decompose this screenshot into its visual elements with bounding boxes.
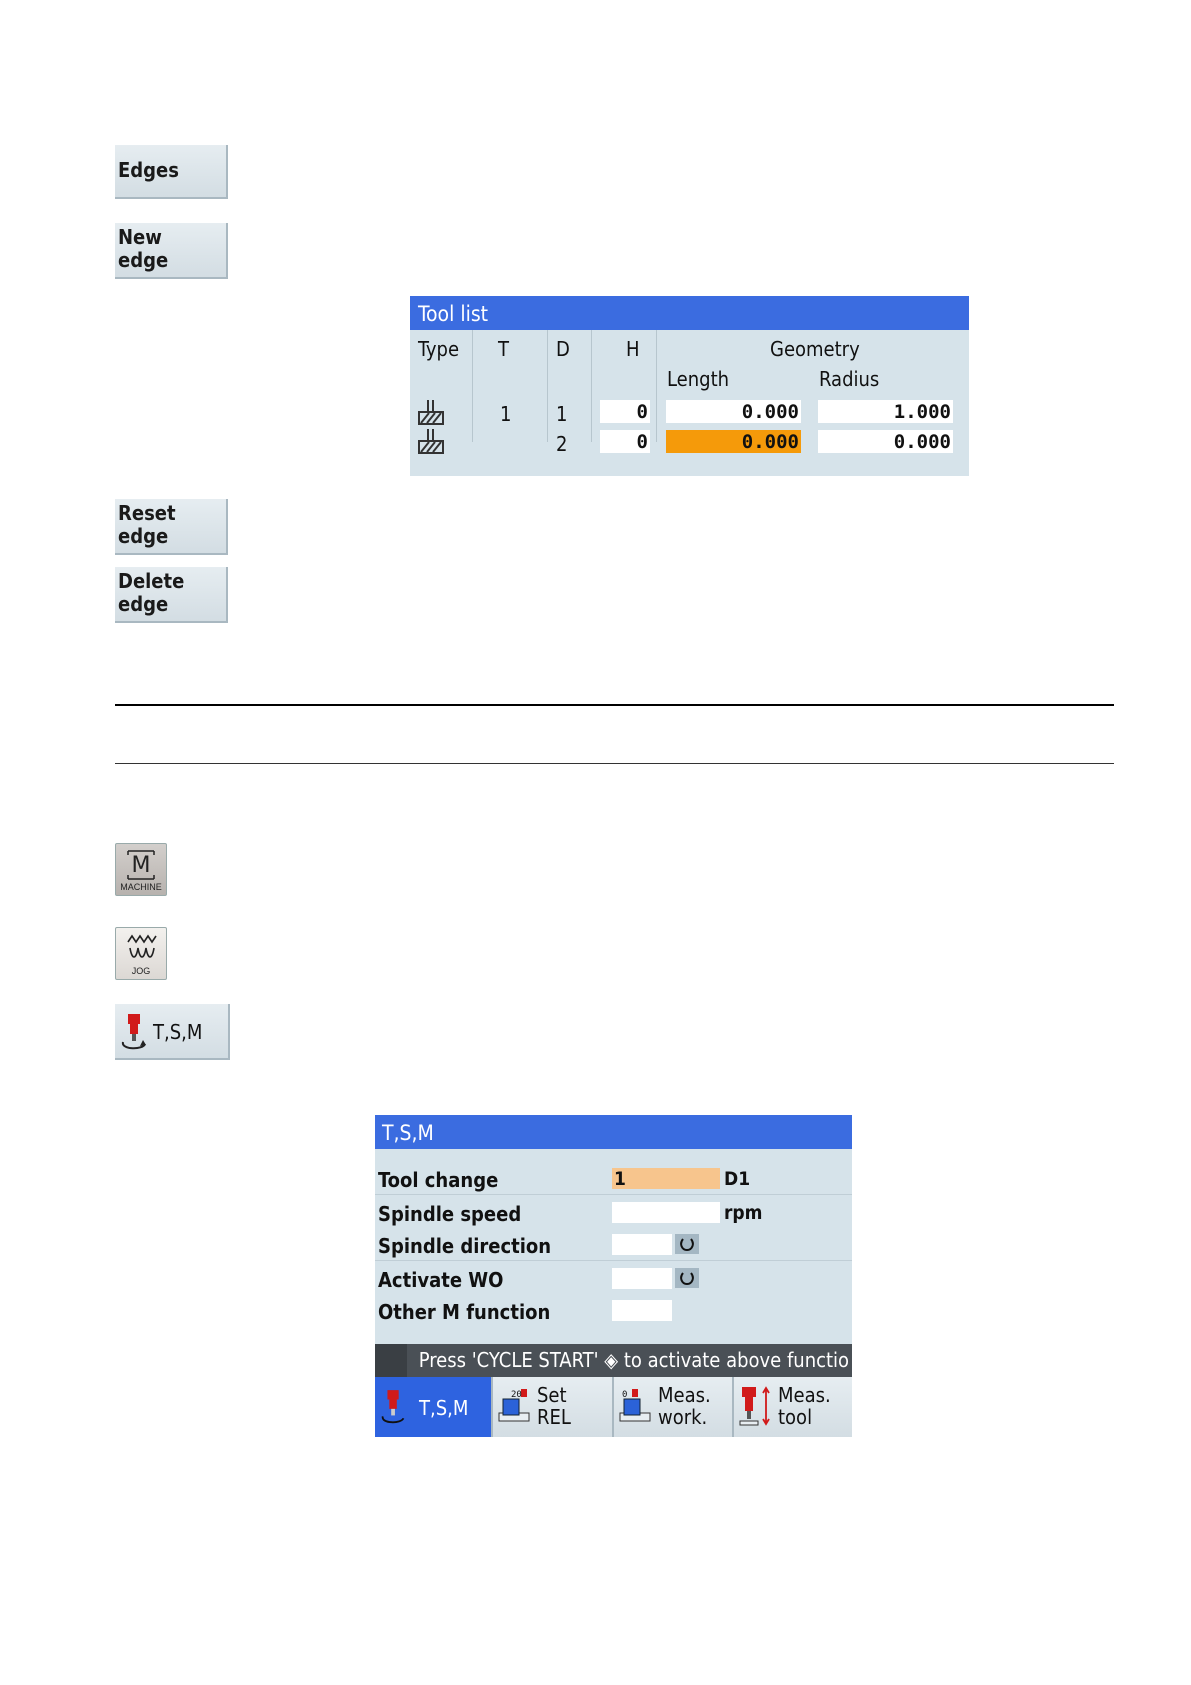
tsm-button[interactable] [115,1004,230,1060]
tsm-window-title: T,S,M [375,1115,852,1149]
delete-edge-label-line1: Delete [118,569,185,593]
radius-header: Radius [819,367,880,391]
divider-line [115,704,1114,706]
spindle-speed-input[interactable] [612,1202,720,1223]
spindle-speed-row [375,1196,852,1229]
table-cell-d: 2 [556,432,568,456]
meas-tool-label-line2: tool [778,1405,813,1429]
length-header: Length [667,367,730,391]
column-divider [591,330,592,442]
status-bar [375,1344,852,1377]
tsm-vertical-softkey[interactable] [375,1377,493,1437]
tool-list-title: Tool list [410,296,969,330]
spindle-direction-row [375,1228,852,1261]
column-divider [472,330,473,442]
spindle-speed-label: Spindle speed [378,1202,522,1226]
activate-wo-row [375,1262,852,1295]
type-header: Type [418,337,460,361]
tool-change-row [375,1162,852,1195]
spindle-speed-unit: rpm [724,1202,763,1224]
machine-key-label: MACHINE [120,882,162,892]
measure-tool-icon [738,1385,774,1429]
spindle-direction-toggle[interactable] [675,1234,699,1254]
toggle-icon [679,1270,695,1286]
length-field[interactable]: 0.000 [666,400,801,423]
radius-field[interactable]: 0.000 [818,430,953,453]
meas-work-softkey[interactable] [614,1377,734,1437]
jog-key[interactable] [115,927,167,980]
d-header: D [556,337,570,361]
reset-edge-label-line1: Reset [118,501,176,525]
delete-edge-label-line2: edge [118,592,169,616]
h-field[interactable]: 0 [600,400,650,423]
other-m-function-row [375,1294,852,1327]
reset-edge-button[interactable] [115,499,228,555]
machine-key[interactable] [115,843,167,896]
other-m-function-label: Other M function [378,1300,551,1324]
radius-field[interactable]: 1.000 [818,400,953,423]
tool-change-label: Tool change [378,1168,499,1192]
new-edge-label-line2: edge [118,248,169,272]
set-rel-icon [497,1387,533,1427]
spindle-direction-label: Spindle direction [378,1234,552,1258]
toggle-icon [679,1236,695,1252]
meas-work-label-line1: Meas. [658,1383,711,1407]
tsm-window [375,1115,852,1437]
reset-edge-label-line2: edge [118,524,169,548]
tsm-vertical-softkey-label: T,S,M [419,1396,469,1420]
spindle-direction-input[interactable] [612,1234,672,1255]
measure-workpiece-icon [618,1387,654,1427]
h-field[interactable]: 0 [600,430,650,453]
tool-change-input[interactable]: 1 [612,1168,720,1189]
column-divider [547,330,548,442]
status-message: Press 'CYCLE START' ◈ to activate above functio [418,1348,850,1372]
edges-button-label: Edges [118,158,179,182]
activate-wo-toggle[interactable] [675,1268,699,1288]
set-rel-softkey[interactable] [493,1377,614,1437]
table-cell-t: 1 [500,402,512,426]
svg-text:M: M [131,853,151,878]
set-rel-label-line1: Set [537,1383,567,1407]
tool-list-window [410,296,969,476]
tool-change-edge: D1 [724,1168,751,1190]
h-header: H [626,337,640,361]
delete-edge-button[interactable] [115,567,228,623]
tool-tsm-icon [119,1012,151,1052]
jog-icon [126,934,158,964]
jog-key-label: JOG [131,966,151,976]
svg-text:20: 20 [511,1390,522,1400]
activate-wo-input[interactable] [612,1268,672,1289]
machine-icon [126,849,156,881]
set-rel-label-line2: REL [537,1405,571,1429]
geometry-header: Geometry [770,337,860,361]
status-bar-lead [375,1344,407,1377]
new-edge-label-line1: New [118,225,162,249]
meas-tool-label-line1: Meas. [778,1383,831,1407]
tool-tsm-icon [379,1387,409,1427]
divider-line [115,763,1114,764]
activate-wo-label: Activate WO [378,1268,504,1292]
meas-tool-softkey[interactable] [734,1377,852,1437]
milling-tool-icon [418,429,444,455]
new-edge-button[interactable] [115,223,228,279]
tsm-button-label: T,S,M [153,1020,203,1044]
length-field-active[interactable]: 0.000 [666,430,801,453]
meas-work-label-line2: work. [658,1405,708,1429]
svg-text:0: 0 [622,1390,628,1400]
t-header: T [498,337,509,361]
other-m-function-input[interactable] [612,1300,672,1321]
table-cell-d: 1 [556,402,568,426]
column-divider [656,330,657,442]
milling-tool-icon [418,400,444,426]
edges-button[interactable] [115,145,228,199]
